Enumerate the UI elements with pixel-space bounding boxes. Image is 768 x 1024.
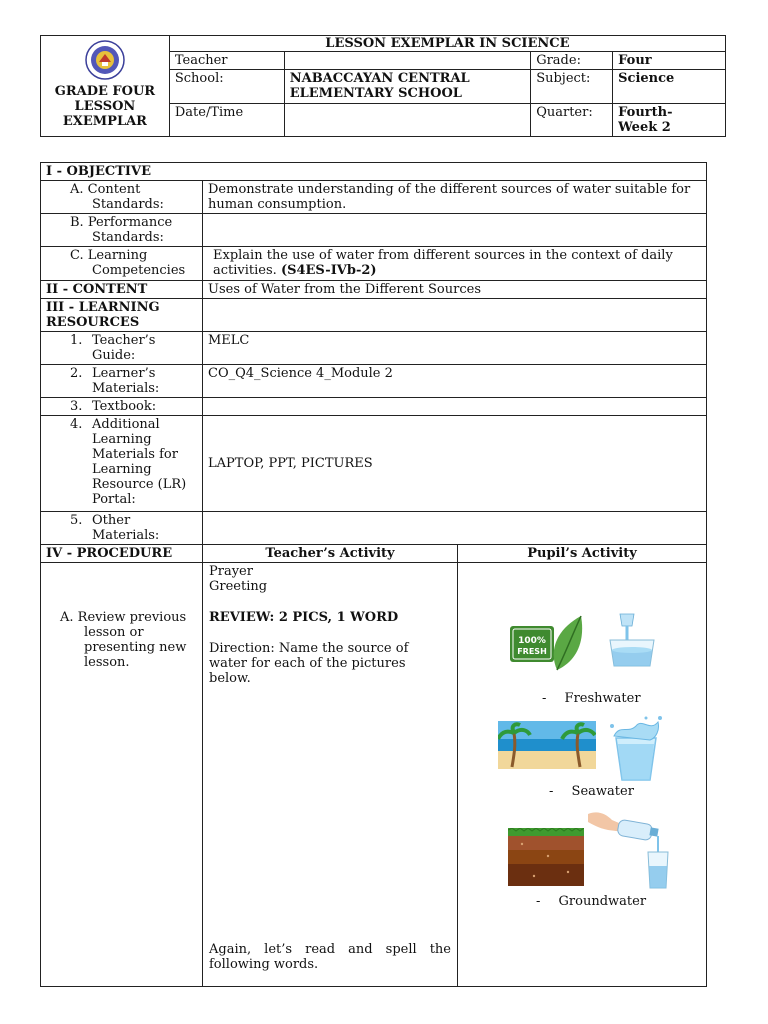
resource-label-2: Learner’s Materials: xyxy=(92,366,160,396)
deped-seal-icon xyxy=(85,40,125,80)
procedure-step-cell xyxy=(41,563,203,987)
pupil-activity-heading: Pupil’s Activity xyxy=(458,545,707,563)
school-value xyxy=(284,70,530,104)
resources-heading-value xyxy=(203,299,707,332)
content-standards-value: Demonstrate understanding of the different sources of water suitable for human consumption. xyxy=(203,181,707,214)
resource-num-5: 5. xyxy=(70,513,83,528)
learning-competencies-text-value: Explain the use of water from different sources in the context of daily activities. xyxy=(213,248,673,278)
resources-heading: III - LEARNING RESOURCES xyxy=(41,299,203,332)
date-label: Date/Time xyxy=(169,104,284,137)
fresh-badge-line1: 100% xyxy=(518,636,546,646)
learning-competencies-label xyxy=(41,247,203,281)
resource-value-4: LAPTOP, PPT, PICTURES xyxy=(203,416,707,512)
teacher-label: Teacher xyxy=(169,52,284,70)
soil-layers-picture xyxy=(508,828,584,886)
review-title: REVIEW: 2 PICS, 1 WORD xyxy=(209,610,399,625)
direction-text: Direction: Name the source of water for each of the pictures below. xyxy=(209,641,409,686)
resource-label-5: Other Materials: xyxy=(92,513,160,543)
answer-dash-2: - xyxy=(549,784,554,799)
subject-value: Science xyxy=(613,70,726,104)
date-value xyxy=(284,104,530,137)
resource-num-3: 3. xyxy=(70,399,83,414)
grade-label: Grade: xyxy=(531,52,613,70)
resource-label-1: Teacher’s Guide: xyxy=(92,333,156,363)
resource-label-3: Textbook: xyxy=(92,399,157,414)
water-glass-picture xyxy=(600,612,664,668)
grade-four-label xyxy=(41,36,170,137)
fresh-leaf-picture xyxy=(509,612,587,672)
header-table xyxy=(40,35,726,137)
quarter-value-line2: Week 2 xyxy=(618,120,671,135)
content-standards-label xyxy=(41,181,203,214)
subject-label: Subject: xyxy=(531,70,613,104)
resource-num-4: 4. xyxy=(70,417,83,432)
school-value-line2: ELEMENTARY SCHOOL xyxy=(289,86,462,101)
again-text: Again, let’s read and spell the following words. xyxy=(209,942,451,972)
quarter-value xyxy=(613,104,726,137)
resource-value-2: CO_Q4_Science 4_Module 2 xyxy=(203,365,707,398)
resource-value-3 xyxy=(203,398,707,416)
resource-item-2 xyxy=(41,365,203,398)
procedure-heading: IV - PROCEDURE xyxy=(41,545,203,563)
page-title: LESSON EXEMPLAR IN SCIENCE xyxy=(169,36,725,52)
resource-item-5 xyxy=(41,512,203,545)
answer-seawater xyxy=(549,784,634,799)
performance-standards-text: B. Performance Standards: xyxy=(70,215,173,245)
resource-value-1: MELC xyxy=(203,332,707,365)
content-standards-text: A. Content Standards: xyxy=(70,182,164,212)
beach-picture xyxy=(498,721,596,769)
resource-num-1: 1. xyxy=(70,333,83,348)
resource-num-2: 2. xyxy=(70,366,83,381)
resource-label-4: Additional Learning Materials for Learning Resource (LR) Portal: xyxy=(92,417,187,507)
quarter-label: Quarter: xyxy=(531,104,613,137)
resource-item-3 xyxy=(41,398,203,416)
school-label: School: xyxy=(169,70,284,104)
performance-standards-label xyxy=(41,214,203,247)
answer-text-1: Freshwater xyxy=(564,691,641,706)
content-value: Uses of Water from the Different Sources xyxy=(203,281,707,299)
quarter-value-line1: Fourth- xyxy=(618,105,673,120)
learning-competencies-value xyxy=(203,247,707,281)
prayer-text: Prayer xyxy=(209,564,253,579)
answer-dash-1: - xyxy=(542,691,547,706)
answer-groundwater xyxy=(536,894,646,909)
performance-standards-value xyxy=(203,214,707,247)
resource-value-5 xyxy=(203,512,707,545)
resource-item-4 xyxy=(41,416,203,512)
teacher-activity-cell xyxy=(203,563,458,987)
answer-text-3: Groundwater xyxy=(558,894,647,909)
learning-competencies-text: C. Learning Competencies xyxy=(70,248,186,278)
pouring-water-picture xyxy=(588,808,672,890)
fresh-badge-line2: FRESH xyxy=(517,647,547,656)
side-label-line3: EXEMPLAR xyxy=(62,114,147,129)
teacher-value xyxy=(284,52,530,70)
school-value-line1: NABACCAYAN CENTRAL xyxy=(289,71,470,86)
grade-value: Four xyxy=(613,52,726,70)
greeting-text: Greeting xyxy=(209,579,268,594)
resource-item-1 xyxy=(41,332,203,365)
side-label-line1: GRADE FOUR xyxy=(54,84,156,99)
content-heading: II - CONTENT xyxy=(41,281,203,299)
answer-text-2: Seawater xyxy=(571,784,634,799)
answer-freshwater xyxy=(542,691,641,706)
side-label-line2: LESSON xyxy=(74,99,136,114)
teacher-activity-heading: Teacher’s Activity xyxy=(203,545,458,563)
competency-code: (S4ES-IVb-2) xyxy=(280,263,377,278)
objective-heading: I - OBJECTIVE xyxy=(41,163,707,181)
step-a-label: A. Review previous lesson or presenting new lesson. xyxy=(60,610,187,670)
splash-glass-picture xyxy=(606,714,666,782)
answer-dash-3: - xyxy=(536,894,541,909)
